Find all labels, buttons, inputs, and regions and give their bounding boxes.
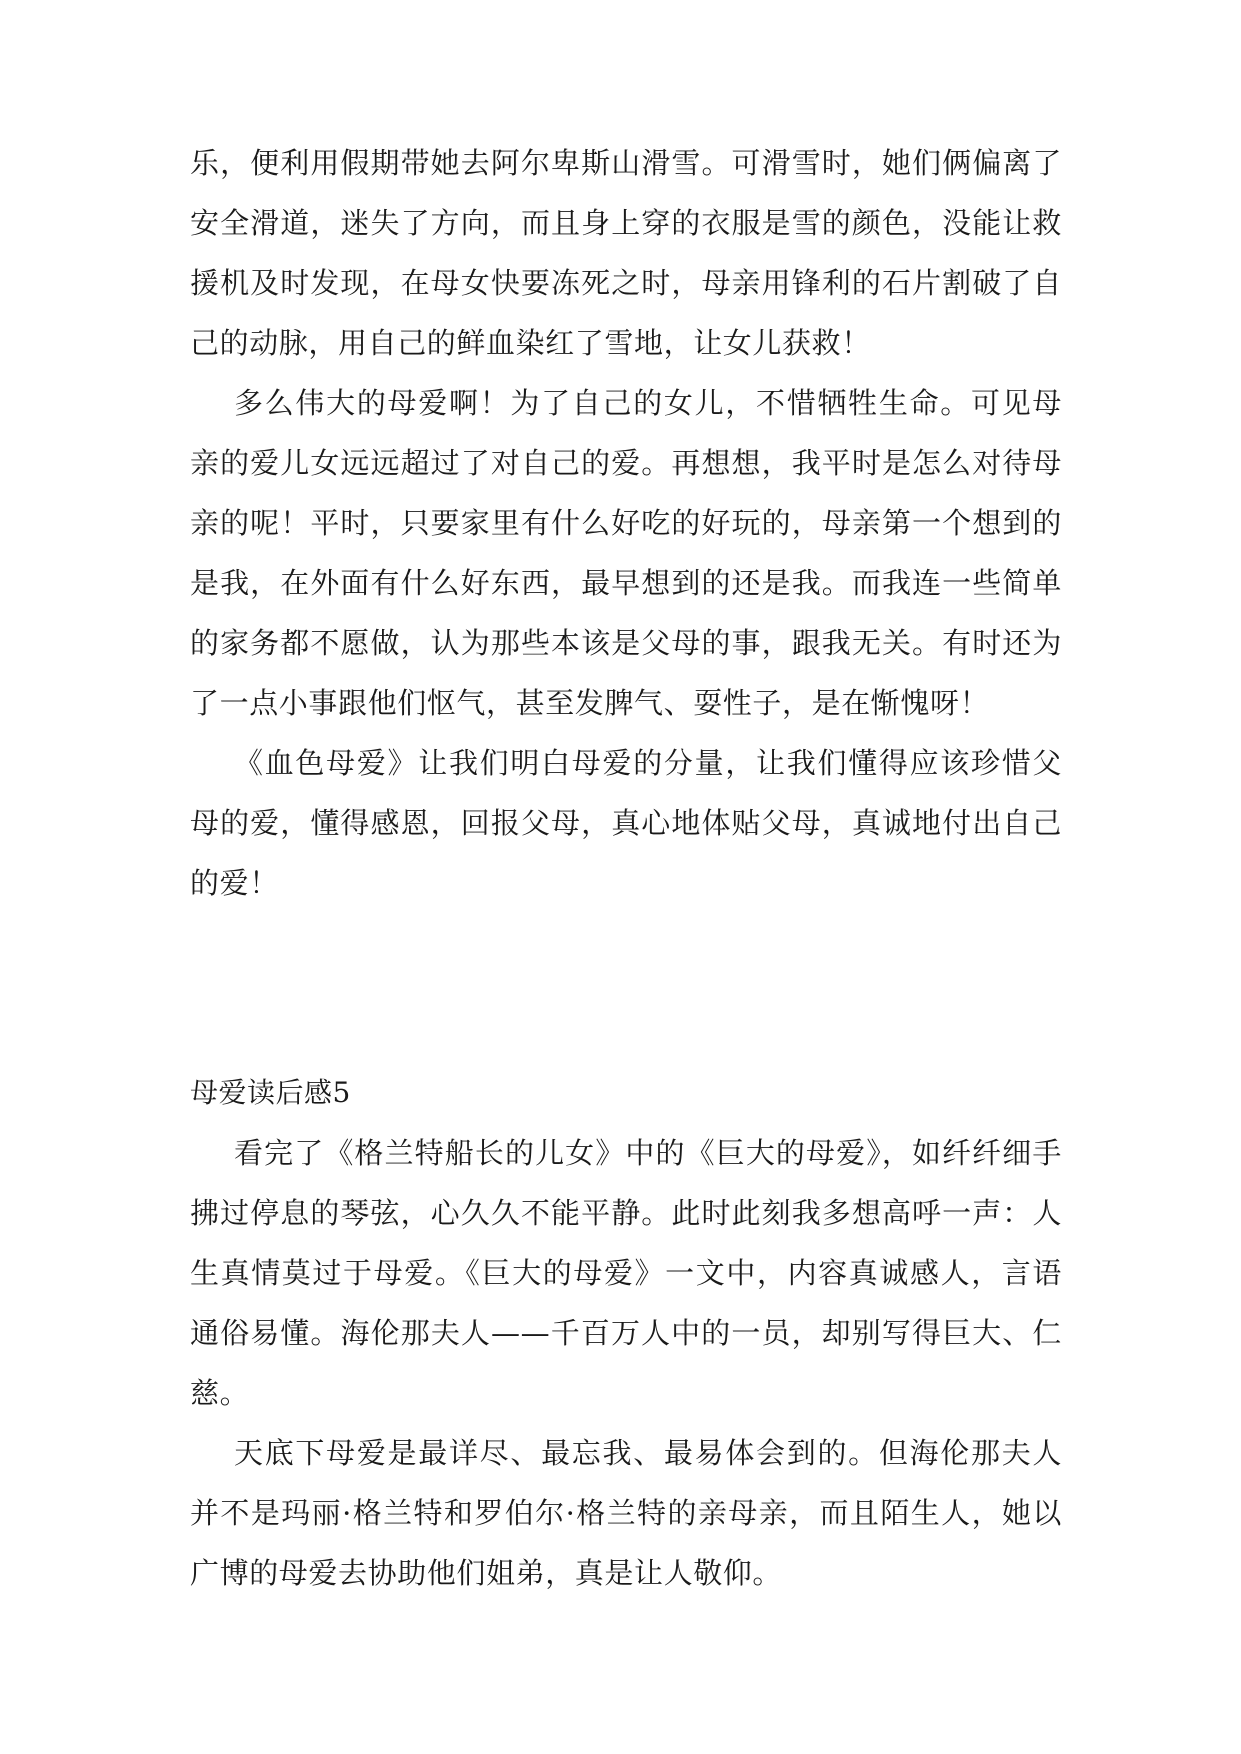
essay-section-one <box>190 133 1062 913</box>
section-heading: 母爱读后感5 <box>190 1076 351 1109</box>
paragraph-great-mother-love: 多么伟大的母爱啊！为了自己的女儿，不惜牺牲生命。可见母亲的爱儿女远远超过了对自己的爱。再想想，我平时是怎么对待母亲的呢！平时，只要家里有什么好吃的好玩的，母亲第一个想到的是我，在外面有什么好东西，最早想到的还是我。而我连一些简单的家务都不愿做，认为那些本该是父母的事，跟我无关。有时还为了一点小事跟他们怄气，甚至发脾气、耍性子，是在惭愧呀！ <box>190 386 1062 720</box>
paragraph-continuation: 乐，便利用假期带她去阿尔卑斯山滑雪。可滑雪时，她们俩偏离了安全滑道，迷失了方向，而且身上穿的衣服是雪的颜色，没能让救援机及时发现，在母女快要冻死之时，母亲用锋利的石片割破了自己的动脉，用自己的鲜血染红了雪地，让女儿获救！ <box>190 146 1062 360</box>
essay-section-two <box>190 1123 1062 1603</box>
paragraph-blood-mother-love: 《血色母爱》让我们明白母爱的分量，让我们懂得应该珍惜父母的爱，懂得感恩，回报父母，真心地体贴父母，真诚地付出自己的爱！ <box>190 746 1062 900</box>
paragraph-captain-grant: 看完了《格兰特船长的儿女》中的《巨大的母爱》，如纤纤细手拂过停息的琴弦，心久久不能平静。此时此刻我多想高呼一声：人生真情莫过于母爱。《巨大的母爱》一文中，内容真诚感人，言语通俗易懂。海伦那夫人——千百万人中的一员，却别写得巨大、仁慈。 <box>190 1136 1062 1410</box>
paragraph-helena: 天底下母爱是最详尽、最忘我、最易体会到的。但海伦那夫人并不是玛丽·格兰特和罗伯尔·格兰特的亲母亲，而且陌生人，她以广博的母爱去协助他们姐弟，真是让人敬仰。 <box>190 1436 1062 1590</box>
